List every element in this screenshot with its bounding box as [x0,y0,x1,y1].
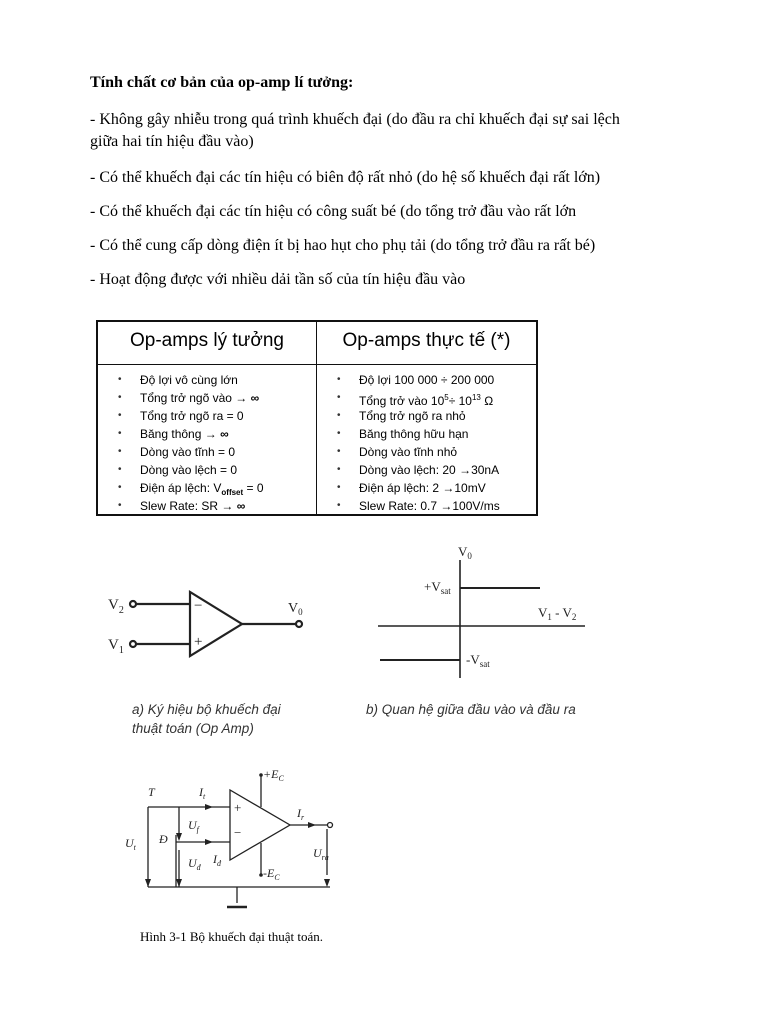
ec-positive-label: $+E_C$ [263,767,284,783]
ideal-bandwidth: • Băng thông → ∞ [98,425,316,443]
v1-label: $V_1$ [108,637,124,656]
caption-b: b) Quan hệ giữa đầu vào và đầu ra [366,702,576,717]
ideal-offset-current: • Dòng vào lệch = 0 [98,461,316,479]
real-bandwidth: • Băng thông hữu hạn [317,425,536,443]
opamp-symbol-figure [100,580,330,660]
node-t-label: T [148,785,155,799]
real-input-impedance: • Tổng trở vào $10^5\div 10^{13}$ Ω [317,389,536,407]
ideal-bias-current: • Dòng vào tĩnh = 0 [98,443,316,461]
it-label: $I_t$ [199,785,206,801]
real-slew-rate: • Slew Rate: 0.7 →100V/ms [317,497,536,515]
v2-label: $V_2$ [108,597,124,616]
section-heading: Tính chất cơ bản của op-amp lí tưởng: [90,74,354,91]
real-column [317,322,536,514]
real-offset-voltage: • Điện áp lệch: 2 →10mV [317,479,536,497]
property-line-4: - Có thể cung cấp dòng điện ít bị hao hụt cho phụ tải (do tổng trở đầu ra rất bé) [90,237,596,254]
property-line-1-cont: giữa hai tín hiệu đầu vào) [90,133,254,150]
property-line-2: - Có thể khuếch đại các tín hiệu có biên độ rất nhỏ (do hệ số khuếch đại rất lớn) [90,169,601,186]
ideal-slew-rate: • Slew Rate: SR → ∞ [98,497,316,515]
ideal-offset-voltage: • Điện áp lệch: $V_{offset} = 0$ [98,479,316,497]
x-axis-label: $V_1 - V_2$ [538,605,577,622]
real-offset-current: • Dòng vào lệch: 20 →30nA [317,461,536,479]
real-output-impedance: • Tổng trở ngõ ra nhỏ [317,407,536,425]
ideal-column [98,322,317,514]
circuit-minus-sign: − [234,825,242,840]
ec-negative-label: $-E_C$ [263,866,280,882]
property-line-3: - Có thể khuếch đại các tín hiệu có công suất bé (do tổng trở đầu vào rất lớn [90,203,577,220]
node-d-label: Đ [159,832,168,846]
ideal-gain: • Độ lợi vô cùng lớn [98,371,316,389]
ir-label: $I_r$ [297,806,305,822]
ideal-input-impedance: • Tổng trở ngõ vào → ∞ [98,389,316,407]
caption-a-line1: a) Ký hiệu bộ khuếch đại [132,702,281,717]
real-gain: • Độ lợi 100 000 ÷ 200 000 [317,371,536,389]
real-header: Op-amps thực tế (*) [317,322,536,365]
ut-label: $U_t$ [125,836,136,852]
transfer-characteristic-figure [370,540,600,680]
noninverting-sign: + [194,634,203,650]
real-list [317,371,536,515]
ud-label: $U_đ$ [188,856,201,872]
caption-a-line2: thuật toán (Op Amp) [132,721,254,736]
vsat-negative-label: $-V_{sat}$ [466,652,490,669]
figure-3-1-caption: Hình 3-1 Bộ khuếch đại thuật toán. [140,929,324,944]
property-line-1: - Không gây nhiễu trong quá trình khuếch đại (do đầu ra chỉ khuếch đại sự sai lệch [90,111,620,128]
inverting-sign: − [194,598,203,614]
opamp-circuit-figure [115,765,375,920]
circuit-plus-sign: + [234,800,242,815]
vo-label: $V_0$ [288,601,303,617]
ideal-list [98,371,316,515]
real-bias-current: • Dòng vào tĩnh nhỏ [317,443,536,461]
ideal-output-impedance: • Tổng trở ngõ ra = 0 [98,407,316,425]
y-axis-label: $V_0$ [458,544,472,561]
vsat-positive-label: $+V_{sat}$ [424,579,451,596]
uf-label: $U_f$ [188,818,199,834]
comparison-table [96,320,538,516]
ura-label: $U_{ra}$ [313,846,329,862]
ideal-header: Op-amps lý tưởng [98,322,316,365]
id-label: $I_đ$ [213,852,221,868]
property-line-5: - Hoạt động được với nhiều dải tần số của tín hiệu đầu vào [90,271,466,288]
